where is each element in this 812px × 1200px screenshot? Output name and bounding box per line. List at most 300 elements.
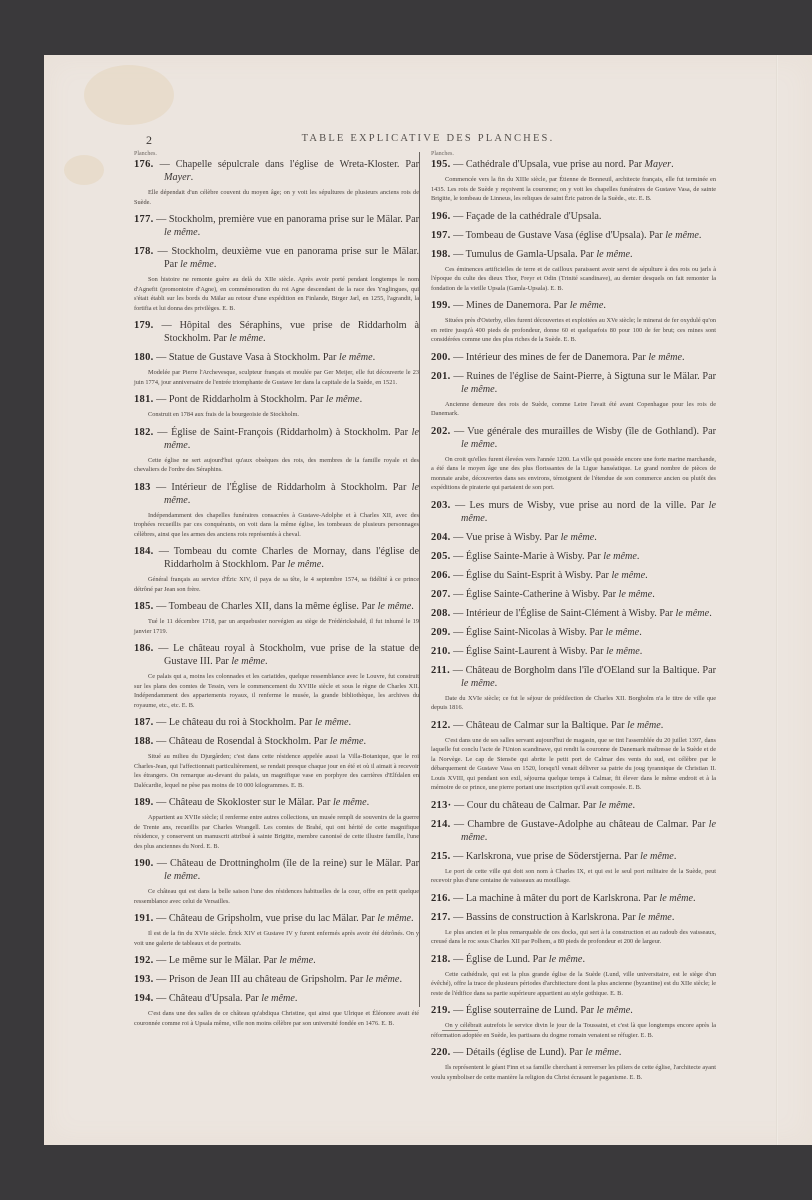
plate-title: — Chapelle sépulcrale dans l'église de Wreta-Kloster. Par xyxy=(159,159,419,170)
plate-title: — Tumulus de Gamla-Upsala. Par xyxy=(453,248,597,260)
plate-number: 198. xyxy=(431,248,451,260)
right-column xyxy=(431,151,716,1088)
plate-title: — Détails (église de Lund). Par xyxy=(453,1047,586,1058)
plate-title: — Bassins de construction à Karlskrona. Par xyxy=(453,911,639,923)
plate-author: le même xyxy=(627,719,661,731)
plate-entry xyxy=(431,799,716,812)
plate-note: Ce château qui est dans la belle saison l'une des résidences habituelles de la cour, offre en petit quelque ressemblance avec celui de Versailles. xyxy=(134,888,419,905)
plate-note: Ancienne demeure des rois de Suède, comme Leire l'avait été avant Copenhague pour les rois de Danemark. xyxy=(431,400,716,417)
plate-title-end: . xyxy=(197,227,201,238)
plate-heading xyxy=(431,719,716,732)
plate-entry xyxy=(134,857,419,906)
plate-heading xyxy=(431,248,716,261)
plate-author: le même xyxy=(314,717,349,728)
plate-title: — Hôpital des Séraphins, vue prise de Riddarholm à Stockholm. Par xyxy=(161,320,420,344)
plate-author: le même xyxy=(180,259,214,270)
plate-title: — Chambre de Gustave-Adolphe au château de Calmar. Par xyxy=(453,818,709,830)
plate-number: 201. xyxy=(431,370,451,382)
plate-number: 180. xyxy=(134,352,154,363)
plate-title: — Le château du roi à Stockholm. Par xyxy=(156,717,315,728)
plate-note: Commencée vers la fin du XIIIe siècle, par Étienne de Bonneuil, architecte français, elle fut terminée en 1435. Les rois de Suède y reçoivent la couronne; on y voit les chapelles funéraires de Gustave Vasa, de sainte Brigitte, le tombeau de Linneus, les reliques de saint Éric patron de la Suède., etc. E. B. xyxy=(431,176,716,202)
plate-title-end: . xyxy=(187,494,191,506)
plate-entry xyxy=(134,973,419,986)
plate-title: — Intérieur de l'Église de Saint-Clément à Wisby. Par xyxy=(453,607,676,619)
plate-title-end: . xyxy=(618,1047,622,1058)
plate-number: 177. xyxy=(134,214,154,225)
plate-title: — Façade de la cathédrale d'Upsala. xyxy=(453,210,602,222)
plate-author: le même xyxy=(638,911,672,923)
plate-author: le même xyxy=(461,818,717,843)
plate-number: 216. xyxy=(431,892,451,904)
plate-note: Ils représentent le géant Finn et sa famille cherchant à renverser les piliers de cette église, l'architecte ayant voulu symboliser de cette manière la religion du Christ écrasant le paganisme. E. B. xyxy=(431,1064,716,1081)
plate-heading xyxy=(431,550,716,563)
plate-entry xyxy=(134,796,419,851)
plate-number: 211. xyxy=(431,664,450,676)
plate-number: 220. xyxy=(431,1047,451,1058)
plate-author: le même xyxy=(598,799,633,811)
plate-title-end: . xyxy=(673,850,677,862)
plate-title: — Les murs de Wisby, vue prise au nord de la ville. Par xyxy=(454,499,709,511)
plate-author: le même xyxy=(461,383,495,395)
plate-heading xyxy=(134,642,419,668)
plate-number: 209. xyxy=(431,626,451,638)
plate-heading xyxy=(134,796,419,809)
plate-number: 213· xyxy=(431,799,452,811)
end-rule xyxy=(442,1030,478,1031)
plate-title: — Ruines de l'église de Saint-Pierre, à Sigtuna sur le Mälar. Par xyxy=(453,370,716,382)
plate-heading xyxy=(431,351,716,364)
plate-entry xyxy=(134,158,419,207)
plate-author: le même xyxy=(596,248,630,260)
plate-title-end: . xyxy=(321,559,324,570)
plate-entry xyxy=(134,954,419,967)
plate-heading xyxy=(134,954,419,967)
plate-note: On y célébrait autrefois le service divin le jour de la Toussaint, et c'est là que longtemps encore après la réformation adoptée en Suède, les partisans du dogme romain venaient se réfugier. E. B. xyxy=(431,1022,716,1039)
plate-author: Mayer xyxy=(164,172,191,183)
plate-heading xyxy=(134,600,419,613)
plate-title-end: . xyxy=(594,531,597,543)
plate-title-end: . xyxy=(698,229,702,241)
plate-entry xyxy=(134,213,419,239)
plate-entry xyxy=(431,499,716,525)
plate-title: — Tombeau de Gustave Vasa (église d'Upsala). Par xyxy=(453,229,666,241)
plate-author: Mayer xyxy=(644,159,672,170)
plate-title: — Église Saint-Laurent à Wisby. Par xyxy=(453,645,607,657)
plate-entry xyxy=(431,626,716,639)
plate-heading xyxy=(134,973,419,986)
plate-entry xyxy=(134,716,419,729)
plate-number: 204. xyxy=(431,531,451,543)
plate-number: 194. xyxy=(134,993,154,1004)
plate-title: — Cathédrale d'Upsala, vue prise au nord. Par xyxy=(453,159,645,170)
plate-author: le même xyxy=(325,394,360,405)
plate-note: C'est dans une des salles de ce château qu'abdiqua Christine, qui ainsi que Ulrique et Éléonore avait été couronnée comme roi à Upsala même, ville non moins célèbre par son université fondée en 1476. E. B. xyxy=(134,1010,419,1027)
plate-title-end: . xyxy=(197,871,201,882)
plate-entry xyxy=(134,393,419,420)
plate-title-end: . xyxy=(359,394,363,405)
plate-entry xyxy=(431,531,716,544)
plate-entry xyxy=(431,818,716,844)
plate-title: — Église Saint-Nicolas à Wisby. Par xyxy=(453,626,606,638)
paper-fold-line xyxy=(776,55,778,1145)
plate-number: 200. xyxy=(431,351,451,363)
plate-author: le même xyxy=(377,913,412,924)
plate-title-end: . xyxy=(630,1005,633,1016)
plate-entry xyxy=(431,569,716,582)
plate-author: le même xyxy=(164,481,419,506)
plate-number: 215. xyxy=(431,850,451,862)
plate-note: Situé au milieu du Djurgården; c'est dans cette résidence appelée aussi la Villa-Botanique, que le roi Charles-Jean, qui l'affectionnait particulièrement, se rendait presque chaque jour en été et où il aimait à recevoir les étrangers. On remarque au-devant du palais, un magnifique vase en porphyre des carrières d'Elfdalen en Dalécardie, lequel ne pèse pas moins de 10 000 kilogrammes. E. B. xyxy=(134,753,419,789)
plate-heading xyxy=(134,245,419,271)
plate-heading xyxy=(431,569,716,582)
plate-title-end: . xyxy=(709,607,712,619)
plate-title: — Intérieur des mines de fer de Danemora. Par xyxy=(453,351,649,363)
plate-heading xyxy=(134,213,419,239)
plate-heading xyxy=(134,992,419,1005)
plate-author: le même xyxy=(675,607,710,619)
plate-entry xyxy=(134,319,419,345)
plate-heading xyxy=(431,818,716,844)
plate-title: — Château de Skokloster sur le Mälar. Par xyxy=(156,797,333,808)
plate-author: le même xyxy=(461,677,495,689)
plate-author: le même xyxy=(164,227,198,238)
entry-list xyxy=(134,158,419,1028)
plate-title: — Le château royal à Stockholm, vue prise de la statue de Gustave III. Par xyxy=(158,643,420,667)
plate-heading xyxy=(431,850,716,863)
plate-entry xyxy=(431,158,716,204)
plate-note: C'est dans une de ses salles servant aujourd'hui de magasin, que se tint l'assemblée du 20 juillet 1397, dans laquelle fut conclu l'acte de l'Union scandinave, qui rendit la couronne de Danemark maîtresse de la Suède et de la Norvège. Le cap de Stensöe qui abrite le petit port de Calmar des vents du sud, est célèbre par le débarquement de Gustave Vasa en 1520, lorsqu'il venait délivrer sa patrie du joug tyrannique de Christian II. Louis XVIII, qui pendant son exil, séjourna quelque temps à Calmar, fit élever dans le même endroit et à la mémoire de ce prince, une pierre portant une inscription qu'il avait composée. E. B. xyxy=(431,736,716,791)
plate-entry xyxy=(431,351,716,364)
plate-title-end: . xyxy=(348,717,352,728)
plate-note: Le port de cette ville qui doit son nom à Charles IX, et qui est le seul port militaire de la Suède, peut recevoir plus d'une centaine de vaisseaux au mouillage. xyxy=(431,867,716,884)
plate-number: 181. xyxy=(134,394,154,405)
plate-note: Appartient au XVIIe siècle; il renferme entre autres collections, un musée rempli de souvenirs de la guerre de Trente ans, recueillis par Charles Wrangell. Les comtes de Brahé, qui ont hérité de cette magnifique résidence, y conservent un manuscrit attribué à sainte Brigitte, membre canonisé de cette illustre famille, l'une des plus anciennes du Nord. E. B. xyxy=(134,814,419,850)
plate-title-end: . xyxy=(652,588,655,600)
plate-number: 218. xyxy=(431,953,451,965)
plate-entry xyxy=(134,600,419,636)
plate-title-end: . xyxy=(399,974,402,985)
plate-note: Il est de la fin du XVIe siècle. Érick XIV et Gustave IV y furent enfermés après avoir été détrônés. On y voit une galerie de tableaux et de portraits. xyxy=(134,930,419,947)
plate-heading xyxy=(431,799,716,812)
plate-number: 197. xyxy=(431,229,451,241)
plate-entry xyxy=(431,607,716,620)
plate-number: 219. xyxy=(431,1005,451,1016)
plate-heading xyxy=(431,607,716,620)
plate-heading xyxy=(431,158,716,171)
plate-title: — Château de Calmar sur la Baltique. Par xyxy=(453,719,628,731)
plate-number: 192. xyxy=(134,955,154,966)
plate-entry xyxy=(431,911,716,947)
plate-entry xyxy=(431,550,716,563)
plate-number: 178. xyxy=(134,246,154,257)
plate-entry xyxy=(134,245,419,313)
plate-author: le même xyxy=(164,426,420,451)
plate-heading xyxy=(431,626,716,639)
plate-entry xyxy=(431,229,716,242)
plate-note: Cette église ne sert aujourd'hui qu'aux obsèques des rois, des membres de la famille royale et des chevaliers de l'ordre des Séraphins. xyxy=(134,456,419,473)
plate-entry xyxy=(134,992,419,1028)
plate-title-end: . xyxy=(494,383,498,395)
plate-title-end: . xyxy=(265,656,268,667)
plate-heading xyxy=(431,588,716,601)
plate-title-end: . xyxy=(645,569,648,581)
plate-heading xyxy=(431,499,716,525)
plate-heading xyxy=(134,426,419,452)
column-divider xyxy=(419,152,420,1007)
plate-note: Modelée par Pierre l'Archevesque, sculpteur français et moulée par Ger Meijer, elle fut découverte le 23 juin 1774, jour anniversaire de l'entrée triomphante de Gustave Ier dans la capitale de la Suède, en 1521. xyxy=(134,369,419,386)
plate-note: Construit en 1784 aux frais de la bourgeoisie de Stockholm. xyxy=(148,411,299,418)
plate-title-end: . xyxy=(671,159,674,170)
plate-heading xyxy=(134,545,419,571)
plate-title-end: . xyxy=(494,677,498,689)
plate-title: — Église de Saint-François (Riddarholm) à Stockholm. Par xyxy=(157,426,412,438)
plate-title-end: . xyxy=(187,439,191,451)
plate-title: — La machine à mâter du port de Karlskrona. Par xyxy=(453,892,660,904)
plate-heading xyxy=(431,1046,716,1059)
plate-number: 191. xyxy=(134,913,154,924)
planches-label: Planches. xyxy=(134,151,157,157)
plate-note: Son histoire ne remonte guère au delà du XIIe siècle. Après avoir porté pendant longtemps le nom d'Agnefit (promontoire d'Agne), en commémoration du roi Agne descendant de la race des Ynglingues, qui s'était établi sur les bords du Mälar au retour d'une expédition en Finlande, Birger Jarl, en 1255, l'agrandit, la fortifia et lui donna des privilèges. E. B. xyxy=(134,276,419,312)
plate-title: — Intérieur de l'Église de Riddarholm à Stockholm. Par xyxy=(155,481,412,493)
plate-title-end: . xyxy=(411,601,414,612)
plate-title-end: . xyxy=(294,993,298,1004)
plate-title-end: . xyxy=(582,953,585,965)
plate-title-end: . xyxy=(372,352,376,363)
plate-title-end: . xyxy=(632,799,636,811)
plate-entry xyxy=(431,588,716,601)
plate-number: 203. xyxy=(431,499,451,511)
plate-title-end: . xyxy=(263,333,266,344)
plate-heading xyxy=(431,892,716,905)
plate-heading xyxy=(431,911,716,924)
plate-title-end: . xyxy=(363,736,367,747)
document-page xyxy=(44,55,812,1145)
plate-heading xyxy=(431,953,716,966)
plate-title: — Château d'Upsala. Par xyxy=(156,993,262,1004)
plate-title-end: . xyxy=(411,913,414,924)
plate-title: — Prison de Jean III au château de Gripsholm. Par xyxy=(156,974,366,985)
plate-number: 185. xyxy=(134,601,154,612)
plate-title-end: . xyxy=(484,512,488,524)
plate-heading xyxy=(134,735,419,748)
plate-author: le même xyxy=(461,438,495,450)
plate-author: le même xyxy=(339,352,373,363)
plate-entry xyxy=(431,1046,716,1082)
plate-title-end: . xyxy=(629,248,633,260)
plate-title: — Karlskrona, vue prise de Söderstjerna. Par xyxy=(453,850,641,862)
plate-entry xyxy=(134,351,419,387)
plate-title: — Château de Drottningholm (île de la reine) sur le Mälar. Par xyxy=(156,858,419,869)
plate-title: — Château de Borgholm dans l'île d'OEland sur la Baltique. Par xyxy=(452,664,716,676)
plate-heading xyxy=(134,351,419,364)
plate-entry xyxy=(431,953,716,999)
plate-title-end: . xyxy=(681,351,685,363)
page-number: 2 xyxy=(146,133,153,147)
left-column xyxy=(134,151,419,1034)
plate-entry xyxy=(431,370,716,419)
plate-title-end: . xyxy=(639,645,643,657)
plate-title: — Le même sur le Mälar. Par xyxy=(156,955,280,966)
plate-title: — Château de Gripsholm, vue prise du lac Mälar. Par xyxy=(156,913,378,924)
plate-author: le même xyxy=(560,531,595,543)
paper-stain xyxy=(84,65,174,125)
plate-number: 183 xyxy=(134,481,151,493)
plate-title: — Stockholm, deuxième vue en panorama prise sur le Mälar. Par xyxy=(157,246,420,270)
plate-title: — Cour du château de Calmar. Par xyxy=(454,799,599,811)
plate-title: — Vue générale des murailles de Wisby (île de Gothland). Par xyxy=(453,425,716,437)
plate-entry xyxy=(431,299,716,345)
planches-label: Planches. xyxy=(431,151,454,157)
plate-title-end: . xyxy=(213,259,217,270)
plate-entry xyxy=(431,645,716,658)
plate-note: Indépendamment des chapelles funéraires consacrées à Gustave-Adolphe et à Charles XII, avec des trophées recueillis par ces conquérants, on voit dans la même église, les tombeaux de plusieurs personnages célèbres, ainsi que les armes des anciens rois représentés à cheval. xyxy=(134,511,419,538)
plate-number: 214. xyxy=(431,818,451,830)
plate-author: le même xyxy=(585,1047,619,1058)
plate-author: le même xyxy=(261,993,295,1004)
plate-entry xyxy=(134,912,419,948)
plate-note: Général français au service d'Éric XIV, il paya de sa tête, le 4 septembre 1574, sa fidélité à ce prince détrôné par Jean son frère. xyxy=(134,576,419,593)
plate-title-end: . xyxy=(494,438,498,450)
plate-author: le même xyxy=(164,871,198,882)
plate-heading xyxy=(431,299,716,312)
plate-title: — Tombeau du comte Charles de Mornay, dans l'église de Riddarholm à Stockhlom. Par xyxy=(158,546,420,570)
plate-heading xyxy=(431,664,716,690)
plate-note: Ce palais qui a, moins les colonnades et les cariatides, quelque ressemblance avec le Louvre, fut construit sur les plans des comtes de Tessin, vers le commencement du XVIIIe siècle et sous le règne de Charles XII. Indépendamment des appartements royaux, il renferme le musée, la grande bibliothèque, les archives du royaume, etc., etc. E. B. xyxy=(134,673,419,709)
plate-note: Elle dépendait d'un célèbre couvent du moyen âge; on y voit les sépultures de plusieurs anciens rois de Suède. xyxy=(134,189,419,206)
plate-entry xyxy=(431,719,716,793)
plate-title-end: . xyxy=(366,797,370,808)
plate-number: 202. xyxy=(431,425,451,437)
plate-heading xyxy=(134,393,419,406)
plate-author: le même xyxy=(279,955,314,966)
plate-author: le même xyxy=(329,736,364,747)
plate-entry xyxy=(134,545,419,594)
plate-title: — Église Sainte-Marie à Wisby. Par xyxy=(453,550,604,562)
plate-title-end: . xyxy=(660,719,664,731)
plate-title-end: . xyxy=(603,300,606,311)
plate-number: 182. xyxy=(134,426,154,438)
paper-stain xyxy=(64,155,104,185)
plate-author: le même xyxy=(640,850,674,862)
plate-heading xyxy=(134,158,419,184)
running-head: TABLE EXPLICATIVE DES PLANCHES. xyxy=(301,133,555,144)
plate-author: le même xyxy=(365,974,400,985)
plate-number: 208. xyxy=(431,607,451,619)
plate-number: 210. xyxy=(431,645,451,657)
plate-author: le même xyxy=(606,645,640,657)
plate-note: Ces éminences artificielles de terre et de cailloux paraissent avoir servi de sépulture à des rois ou jarls à l'époque du culte des dieux Thor, Freyr et Odin (Trinité scandinave), au dernier desquels on fait remonter la fondation de la vieille Upsala (Gamla-Upsala). E. B. xyxy=(431,265,716,292)
plate-author: le même xyxy=(548,953,583,965)
plate-title: — Statue de Gustave Vasa à Stockholm. Par xyxy=(156,352,339,363)
plate-number: 179. xyxy=(134,320,154,331)
plate-author: le même xyxy=(603,550,637,562)
plate-title: — Église Sainte-Catherine à Wisby. Par xyxy=(453,588,619,600)
plate-number: 188. xyxy=(134,736,154,747)
plate-author: le même xyxy=(605,626,640,638)
plate-number: 199. xyxy=(431,300,451,311)
plate-note: On croit qu'elles furent élevées vers l'année 1200. La ville qui possède encore une forte marine marchande, a été dans le moyen âge une des plus florissantes de la Ligue hanséatique. Le grand nombre de pièces de monnaie arabe, découvertes dans ses environs, témoignent de l'étendue de son commerce ancien ou plutôt des expéditions de piraterie qui partaient de son port. xyxy=(431,455,716,491)
plate-heading xyxy=(431,370,716,396)
plate-title-end: . xyxy=(636,550,640,562)
plate-title: — Église souterraine de Lund. Par xyxy=(453,1005,597,1016)
plate-number: 189. xyxy=(134,797,154,808)
plate-title-end: . xyxy=(313,955,316,966)
plate-number: 206. xyxy=(431,569,451,581)
plate-entry xyxy=(134,481,419,540)
plate-author: le même xyxy=(611,569,646,581)
plate-number: 207. xyxy=(431,588,451,600)
plate-number: 187. xyxy=(134,717,154,728)
plate-entry xyxy=(134,426,419,475)
plate-number: 196. xyxy=(431,210,451,222)
plate-number: 190. xyxy=(134,858,154,869)
plate-number: 176. xyxy=(134,159,154,170)
plate-heading xyxy=(431,210,716,223)
plate-heading xyxy=(134,912,419,925)
plate-entry xyxy=(431,850,716,886)
plate-number: 193. xyxy=(134,974,154,985)
plate-title: — Château de Rosendal à Stockholm. Par xyxy=(156,736,330,747)
plate-heading xyxy=(431,229,716,242)
plate-note: Date du XVIe siècle; ce fut le séjour de prédilection de Charles XII. Borgholm n'a le titre de ville que depuis 1816. xyxy=(431,694,716,711)
plate-number: 205. xyxy=(431,550,451,562)
plate-heading xyxy=(431,425,716,451)
plate-title: — Pont de Riddarholm à Stockholm. Par xyxy=(156,394,326,405)
plate-heading xyxy=(134,857,419,883)
plate-author: le même xyxy=(377,601,412,612)
plate-entry xyxy=(431,248,716,294)
plate-title: — Stockholm, première vue en panorama prise sur le Mälar. Par xyxy=(156,214,419,225)
plate-heading xyxy=(431,1004,716,1017)
plate-number: 212. xyxy=(431,719,451,731)
plate-author: le même xyxy=(332,797,367,808)
plate-title: — Vue prise à Wisby. Par xyxy=(453,531,561,543)
plate-title: — Église du Saint-Esprit à Wisby. Par xyxy=(453,569,612,581)
plate-author: le même xyxy=(618,588,653,600)
plate-heading xyxy=(431,645,716,658)
plate-heading xyxy=(431,531,716,544)
plate-number: 217. xyxy=(431,911,451,923)
plate-entry xyxy=(431,892,716,905)
plate-title: — Église de Lund. Par xyxy=(453,953,549,965)
plate-author: le même xyxy=(569,300,604,311)
plate-entry xyxy=(134,735,419,790)
plate-author: le même xyxy=(665,229,699,241)
plate-author: le même xyxy=(287,559,322,570)
plate-note: Cette cathédrale, qui est la plus grande église de la Suède (Lund, ville universitaire, est le siège d'un évêché), offre la trace de plusieurs périodes d'architecture dont la plus ancienne (byzantine) est du XIIe siècle; le reste de l'édifice dans sa partie supérieure appartient au style gothique. E. B. xyxy=(431,970,716,997)
plate-note: Le plus ancien et le plus remarquable de ces docks, qui sert à la construction et au radoub des vaisseaux, creusé dans le roc sous Charles XII par Polhem, a 80 pieds de profondeur et 200 de largeur. xyxy=(431,928,716,945)
plate-author: le même xyxy=(461,499,717,524)
plate-heading xyxy=(134,716,419,729)
plate-title-end: . xyxy=(190,172,194,183)
plate-note: Tué le 11 décembre 1718, par un arquebusier norvégien au siège de Frédérickshald, il fut inhumé le 19 janvier 1719. xyxy=(134,618,419,635)
plate-entry xyxy=(431,664,716,713)
plate-title-end: . xyxy=(639,626,642,638)
plate-author: le même xyxy=(648,351,682,363)
plate-entry xyxy=(431,210,716,223)
plate-entry xyxy=(431,1004,716,1040)
plate-title-end: . xyxy=(693,892,696,904)
plate-author: le même xyxy=(659,892,694,904)
plate-author: le même xyxy=(596,1005,631,1016)
plate-entry xyxy=(134,642,419,710)
plate-title-end: . xyxy=(484,831,488,843)
plate-number: 195. xyxy=(431,159,451,170)
plate-entry xyxy=(431,425,716,493)
plate-title: — Tombeau de Charles XII, dans la même église. Par xyxy=(156,601,378,612)
plate-note: Situées près d'Osterby, elles furent découvertes et exploitées au XVe siècle; le minerai de fer oxydulé qu'on en retire jusqu'à 400 pieds de profondeur, donne 60 et quelquefois 80 pour 100 de fer brut; ces mines sont considérées comme une des plus riches de la Suède. E. B. xyxy=(431,317,716,343)
plate-title: — Mines de Danemora. Par xyxy=(453,300,570,311)
